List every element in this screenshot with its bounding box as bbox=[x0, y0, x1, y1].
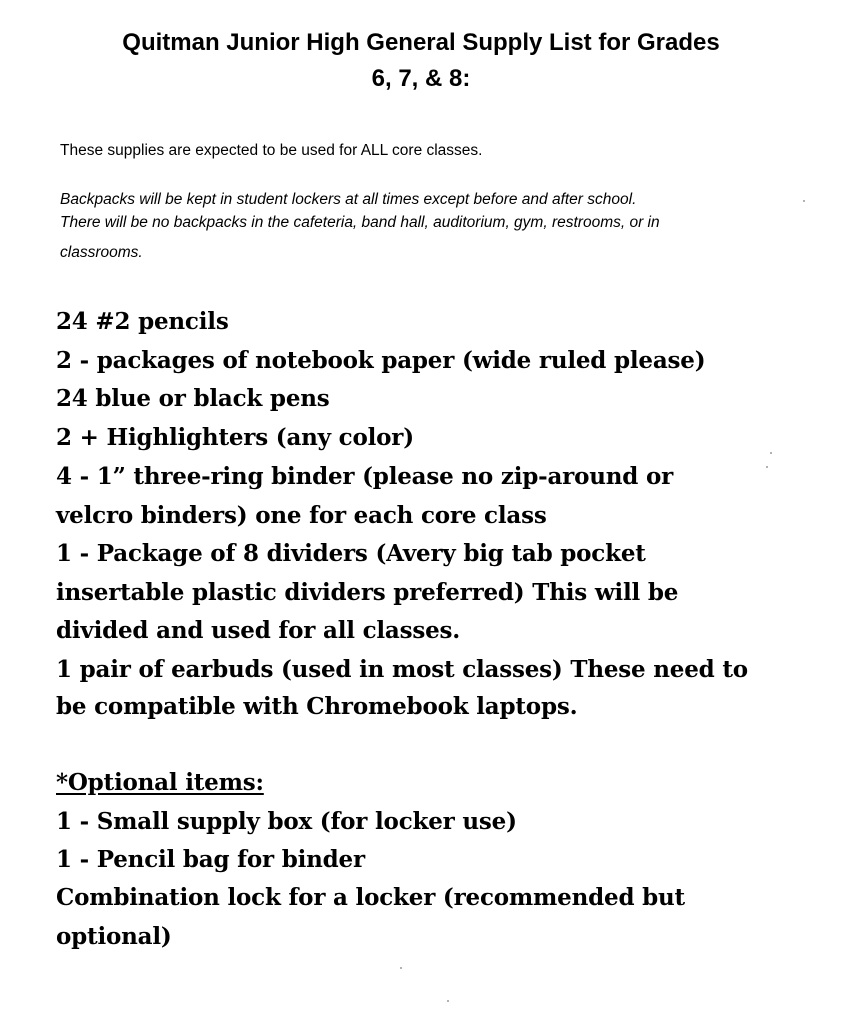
optional-item: 1 - Small supply box (for locker use) bbox=[56, 808, 517, 835]
document-title-line-2: 6, 7, & 8: bbox=[371, 65, 471, 92]
supply-item: 2 + Highlighters (any color) bbox=[56, 424, 414, 451]
scan-speck bbox=[766, 466, 768, 468]
supply-item: be compatible with Chromebook laptops. bbox=[56, 693, 578, 720]
optional-item: optional) bbox=[56, 923, 172, 950]
scan-speck bbox=[400, 967, 402, 969]
supply-item: 24 blue or black pens bbox=[56, 385, 330, 412]
scan-speck bbox=[803, 200, 805, 202]
supply-item: velcro binders) one for each core class bbox=[56, 502, 547, 529]
backpack-policy-line-2: There will be no backpacks in the cafeteria, band hall, auditorium, gym, restrooms, or in bbox=[60, 214, 660, 231]
scan-speck bbox=[770, 452, 772, 454]
core-classes-note: These supplies are expected to be used for ALL core classes. bbox=[60, 142, 483, 159]
supply-item: 1 - Package of 8 dividers (Avery big tab pocket bbox=[56, 540, 646, 567]
supply-item: divided and used for all classes. bbox=[56, 617, 461, 644]
document-title-line-1: Quitman Junior High General Supply List for Grades bbox=[122, 29, 720, 56]
optional-item: Combination lock for a locker (recommended but bbox=[56, 884, 685, 911]
backpack-policy-line-3: classrooms. bbox=[60, 244, 143, 261]
supply-item: 1 pair of earbuds (used in most classes) These need to bbox=[56, 656, 748, 683]
supply-item: 2 - packages of notebook paper (wide ruled please) bbox=[56, 347, 706, 374]
scan-speck bbox=[447, 1000, 449, 1002]
backpack-policy-line-1: Backpacks will be kept in student lockers at all times except before and after school. bbox=[60, 191, 637, 208]
optional-items-heading: *Optional items: bbox=[56, 769, 264, 796]
supply-item: insertable plastic dividers preferred) This will be bbox=[56, 579, 679, 606]
optional-item: 1 - Pencil bag for binder bbox=[56, 846, 365, 873]
supply-item: 24 #2 pencils bbox=[56, 308, 229, 335]
supply-item: 4 - 1” three-ring binder (please no zip-around or bbox=[56, 463, 674, 490]
